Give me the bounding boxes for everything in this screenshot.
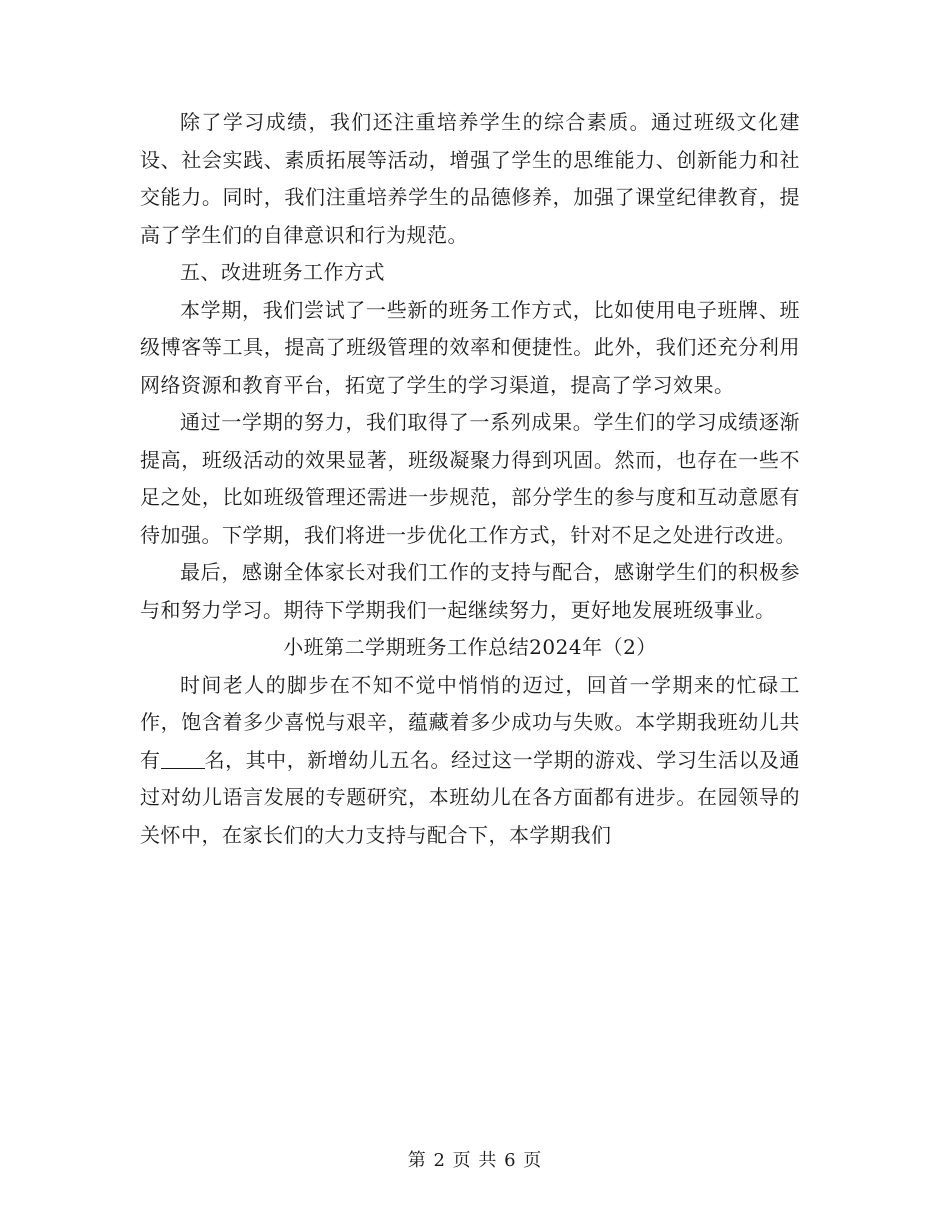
- paragraph-text-before-blank: 时间老人的脚步在不知不觉中悄悄的迈过，回首一学期来的忙碌工作，饱含着多少喜悦与艰辛，蕴藏着多少成功与失败。本学期我班幼儿共有: [140, 672, 800, 772]
- paragraph-thanks: 最后，感谢全体家长对我们工作的支持与配合，感谢学生们的积极参与和努力学习。期待下学期我们一起继续努力，更好地发展班级事业。: [140, 560, 800, 622]
- section-title: 小班第二学期班务工作总结2024年（2）: [283, 635, 657, 659]
- paragraph-text-after-blank: 名，其中，新增幼儿五名。经过这一学期的游戏、学习生活以及通过对幼儿语言发展的专题研究，本班幼儿在各方面都有进步。在园领导的关怀中，在家长们的大力支持与配合下，本学期我们: [140, 747, 801, 847]
- paragraph-results: 通过一学期的努力，我们取得了一系列成果。学生们的学习成绩逐渐提高，班级活动的效果显著，班级凝聚力得到巩固。然而，也存在一些不足之处，比如班级管理还需进一步规范，部分学生的参与度和互动意愿有待加强。下学期，我们将进一步优化工作方式，针对不足之处进行改进。: [140, 410, 800, 547]
- page-number-footer: 第 2 页 共 6 页: [407, 1150, 543, 1171]
- paragraph-new-methods: 本学期，我们尝试了一些新的班务工作方式，比如使用电子班牌、班级博客等工具，提高了班级管理的效率和便捷性。此外，我们还充分利用网络资源和教育平台，拓宽了学生的学习渠道，提高了学习效果。: [140, 297, 800, 397]
- document-page: [140, 104, 800, 854]
- paragraph-comprehensive-quality: 除了学习成绩，我们还注重培养学生的综合素质。通过班级文化建设、社会实践、素质拓展等活动，增强了学生的思维能力、创新能力和社交能力。同时，我们注重培养学生的品德修养，加强了课堂纪律教育，提高了学生们的自律意识和行为规范。: [140, 110, 800, 247]
- fill-in-blank: [161, 748, 205, 769]
- paragraph-time-passes: [140, 667, 800, 855]
- section-heading-five: 五、改进班务工作方式: [180, 260, 385, 284]
